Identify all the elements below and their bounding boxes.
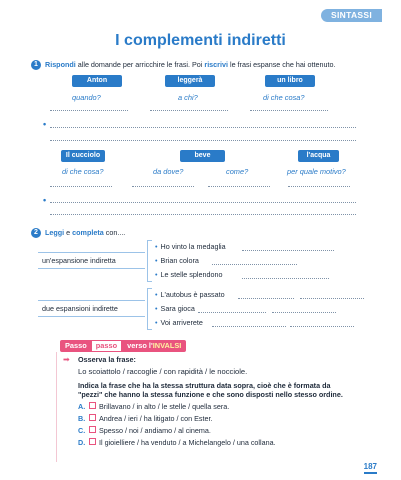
word-pill: Il cucciolo [61,150,105,162]
answer-line[interactable] [300,298,364,299]
sentence-item: • Sara gioca [155,304,195,313]
page-title: I complementi indiretti [115,32,286,49]
word-pill: l'acqua [298,150,339,162]
answer-line[interactable] [272,312,336,313]
question-label: per quale motivo? [287,167,346,176]
option-letter: B. [78,414,86,423]
answer-line[interactable] [198,312,266,313]
rewrite-line[interactable] [50,127,356,128]
option-c-checkbox[interactable] [89,426,96,433]
answer-line[interactable] [288,186,350,187]
question-label: come? [226,167,249,176]
sentence-item: • Brian colora [155,256,199,265]
rewrite-line[interactable] [50,202,356,203]
word-pill: beve [180,150,225,162]
answer-line[interactable] [242,250,334,251]
bracket [147,288,152,330]
bullet-icon: • [43,119,47,129]
option-text: Il gioielliere / ha venduto / a Michelangelo / una collana. [99,438,276,447]
answer-line[interactable] [132,186,194,187]
top-bar [0,0,401,24]
option-b-checkbox[interactable] [89,414,96,421]
question-label: di che cosa? [62,167,104,176]
observe-label: Osserva la frase: [78,355,136,364]
option-d-checkbox[interactable] [89,438,96,445]
row-label: un'espansione indiretta [38,252,145,269]
page-number: 187 [364,462,377,474]
section-tag: SINTASSI [321,9,382,22]
word-pill: un libro [265,75,315,87]
answer-line[interactable] [150,110,228,111]
answer-line[interactable] [208,186,270,187]
answer-line[interactable] [50,186,112,187]
question-text: Indica la frase che ha la stessa struttura data sopra, cioè che è formata da [78,381,331,390]
option-text: Spesso / noi / andiamo / al cinema. [99,426,211,435]
exercise-1-instructions: 1 Rispondi alle domande per arricchire le frasi. Poi riscrivi le frasi espanse che hai ottenuto. [31,60,335,70]
example-sentence: Lo scoiattolo / raccoglie / con rapidità / le nocciole. [78,367,248,376]
option-a-checkbox[interactable] [89,402,96,409]
exercise-number: 2 [31,228,41,238]
sentence-item: • Ho vinto la medaglia [155,242,226,251]
option-letter: A. [78,402,86,411]
arrow-right-icon: ➡ [63,355,70,364]
option-text: Brillavano / in alto / le stelle / quella sera. [99,402,230,411]
answer-line[interactable] [250,110,328,111]
sentence-item: • L'autobus è passato [155,290,225,299]
option-letter: C. [78,426,86,435]
answer-line[interactable] [238,298,294,299]
invalsi-banner: Passo passo verso l'INVALSI [60,340,186,352]
bullet-icon: • [43,195,47,205]
rewrite-line[interactable] [50,140,356,141]
question-label: di che cosa? [263,93,305,102]
question-label: da dove? [153,167,184,176]
exercise-number: 1 [31,60,41,70]
answer-line[interactable] [50,110,128,111]
question-text: "pezzi" che hanno la stessa funzione e che sono disposti nello stesso ordine. [78,390,343,399]
answer-line[interactable] [212,326,286,327]
answer-line[interactable] [290,326,354,327]
answer-line[interactable] [242,278,329,279]
exercise-2-instructions: 2 Leggi e completa con.... [31,228,125,238]
row-label: due espansioni indirette [38,300,145,317]
question-label: quando? [72,93,101,102]
sentence-item: • Voi arriverete [155,318,203,327]
sentence-item: • Le stelle splendono [155,270,223,279]
bracket [147,240,152,282]
option-letter: D. [78,438,86,447]
word-pill: Anton [72,75,122,87]
word-pill: leggerà [165,75,215,87]
option-text: Andrea / ieri / ha litigato / con Ester. [99,414,213,423]
question-label: a chi? [178,93,198,102]
rewrite-line[interactable] [50,214,356,215]
answer-line[interactable] [212,264,297,265]
